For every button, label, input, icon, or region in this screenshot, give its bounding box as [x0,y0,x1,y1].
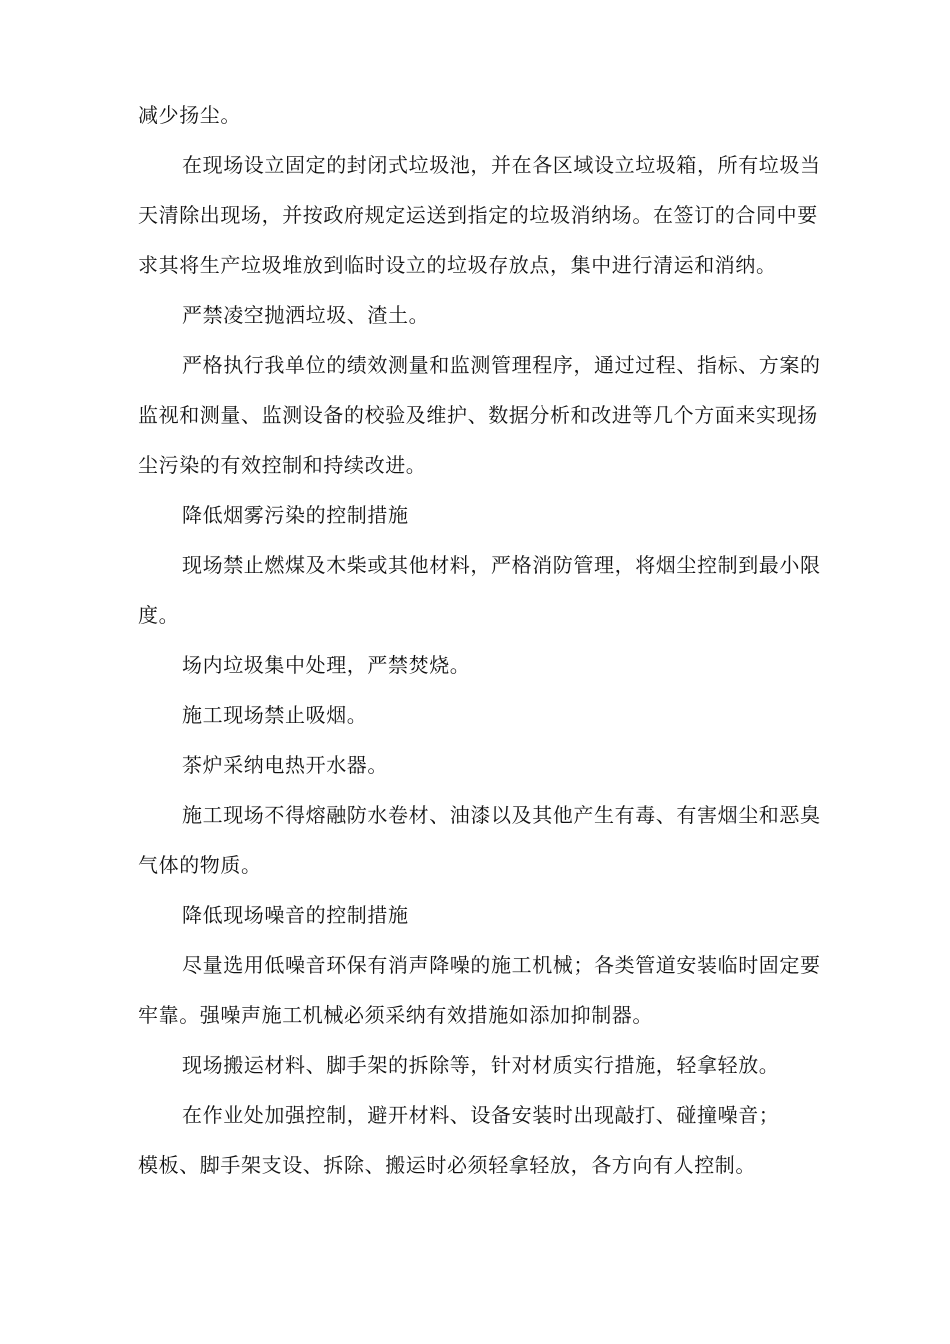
paragraph-line: 现场搬运材料、脚手架的拆除等，针对材质实行措施，轻拿轻放。 [182,1053,780,1077]
paragraph-line: 施工现场不得熔融防水卷材、油漆以及其他产生有毒、有害烟尘和恶臭 [182,803,821,827]
paragraph-line: 尘污染的有效控制和持续改进。 [138,453,427,477]
paragraph-line: 尽量选用低噪音环保有消声降噪的施工机械；各类管道安装临时固定要 [182,953,821,977]
paragraph-line: 场内垃圾集中处理，严禁焚烧。 [182,653,471,677]
paragraph-line: 严禁凌空抛洒垃圾、渣土。 [182,303,430,327]
paragraph-line: 茶炉采纳电热开水器。 [182,753,388,777]
document-body [138,101,824,1179]
paragraph-line: 监视和测量、监测设备的校验及维护、数据分析和改进等几个方面来实现扬 [138,403,818,427]
section-heading: 降低现场噪音的控制措施 [182,903,409,927]
paragraph-line: 减少扬尘。 [138,103,241,127]
paragraph-line: 牢靠。强噪声施工机械必须采纳有效措施如添加抑制器。 [138,1003,653,1027]
paragraph-line: 施工现场禁止吸烟。 [182,703,368,727]
section-heading: 降低烟雾污染的控制措施 [182,503,409,527]
paragraph-line: 模板、脚手架支设、拆除、搬运时必须轻拿轻放，各方向有人控制。 [138,1153,756,1177]
paragraph-line: 在作业处加强控制，避开材料、设备安装时出现敲打、碰撞噪音； [182,1103,780,1127]
paragraph-line: 严格执行我单位的绩效测量和监测管理程序，通过过程、指标、方案的 [182,353,821,377]
paragraph-line: 气体的物质。 [138,853,262,877]
paragraph-line: 求其将生产垃圾堆放到临时设立的垃圾存放点，集中进行清运和消纳。 [138,253,777,277]
paragraph-line: 度。 [138,603,180,627]
paragraph-line: 在现场设立固定的封闭式垃圾池，并在各区域设立垃圾箱，所有垃圾当 [182,153,821,177]
paragraph-line: 天清除出现场，并按政府规定运送到指定的垃圾消纳场。在签订的合同中要 [138,203,818,227]
paragraph-line: 现场禁止燃煤及木柴或其他材料，严格消防管理，将烟尘控制到最小限 [182,553,821,577]
